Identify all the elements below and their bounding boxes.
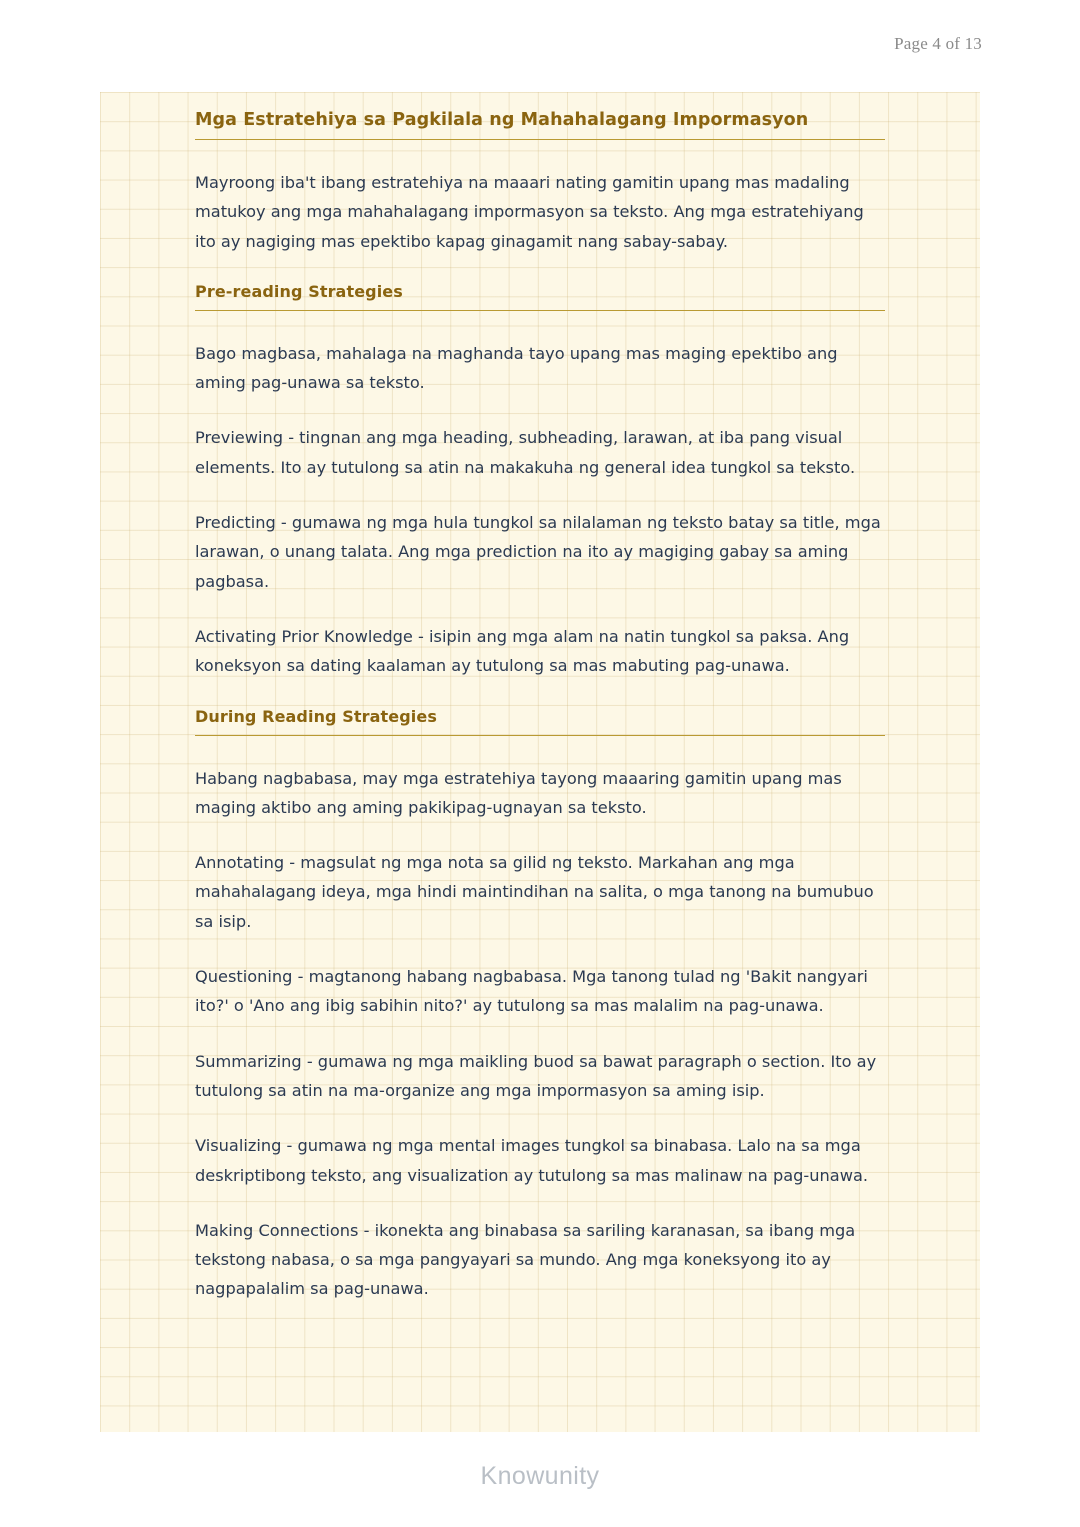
subsection-title-pre-reading: Pre-reading Strategies: [195, 282, 885, 311]
paragraph: Bago magbasa, mahalaga na maghanda tayo upang mas maging epektibo ang aming pag-unawa sa teksto.: [195, 343, 838, 393]
paragraph: Visualizing - gumawa ng mga mental images tungkol sa binabasa. Lalo na sa mga deskriptibong teksto, ang visualization ay tutulong sa mas malinaw na pag-unawa.: [195, 1136, 869, 1185]
brand-watermark: Knowunity: [480, 1462, 600, 1490]
page-indicator: Page 4 of 13: [894, 34, 982, 53]
paragraph: Predicting - gumawa ng mga hula tungkol sa nilalaman ng teksto batay sa title, mga larawan, o unang talata. Ang mga prediction na ito ay magiging gabay sa aming pagbasa.: [195, 513, 881, 591]
paragraph: Summarizing - gumawa ng mga maikling buod sa bawat paragraph o section. Ito ay tutulong sa atin na ma-organize ang mga impormasyon sa aming isip.: [195, 1051, 877, 1100]
page-title: Mga Estratehiya sa Pagkilala ng Mahahalagang Impormasyon: [195, 92, 885, 140]
notebook-sheet: [100, 92, 980, 1432]
paragraph: Making Connections - ikonekta ang binabasa sa sariling karanasan, sa ibang mga tekstong nabasa, o sa mga pangyayari sa mundo. Ang mga koneksyong ito ay nagpapalalim sa pag-unawa.: [195, 1220, 856, 1299]
document-content: [195, 92, 885, 1304]
spacer: [195, 140, 885, 168]
paragraph: Annotating - magsulat ng mga nota sa gilid ng teksto. Markahan ang mga mahahalagang ideya, mga hindi maintindihan na salita, o mga tanong na bumubuo sa isip.: [195, 853, 874, 931]
subsection-title-during-reading: During Reading Strategies: [195, 707, 885, 736]
paragraph: Habang nagbabasa, may mga estratehiya tayong maaaring gamitin upang mas maging aktibo ang aming pakikipag-ugnayan sa teksto.: [195, 768, 842, 817]
paragraph: Activating Prior Knowledge - isipin ang mga alam na natin tungkol sa paksa. Ang koneksyon sa dating kaalaman ay tutulong sa mas mabuting pag-unawa.: [195, 626, 850, 676]
paragraph: Previewing - tingnan ang mga heading, subheading, larawan, at iba pang visual elements. Ito ay tutulong sa atin na makakuha ng general idea tungkol sa teksto.: [195, 428, 856, 477]
spacer: [195, 311, 885, 339]
paragraph: Questioning - magtanong habang nagbabasa. Mga tanong tulad ng 'Bakit nangyari ito?' o 'Ano ang ibig sabihin nito?' ay tutulong sa mas malalim na pag-unawa.: [195, 967, 868, 1016]
spacer: [195, 736, 885, 764]
intro-paragraph: Mayroong iba't ibang estratehiya na maaari nating gamitin upang mas madaling matukoy ang mga mahahalagang impormasyon sa teksto. Ang mga estratehiyang ito ay nagiging mas epektibo kapag ginagamit nang sabay-sabay.: [195, 173, 864, 251]
